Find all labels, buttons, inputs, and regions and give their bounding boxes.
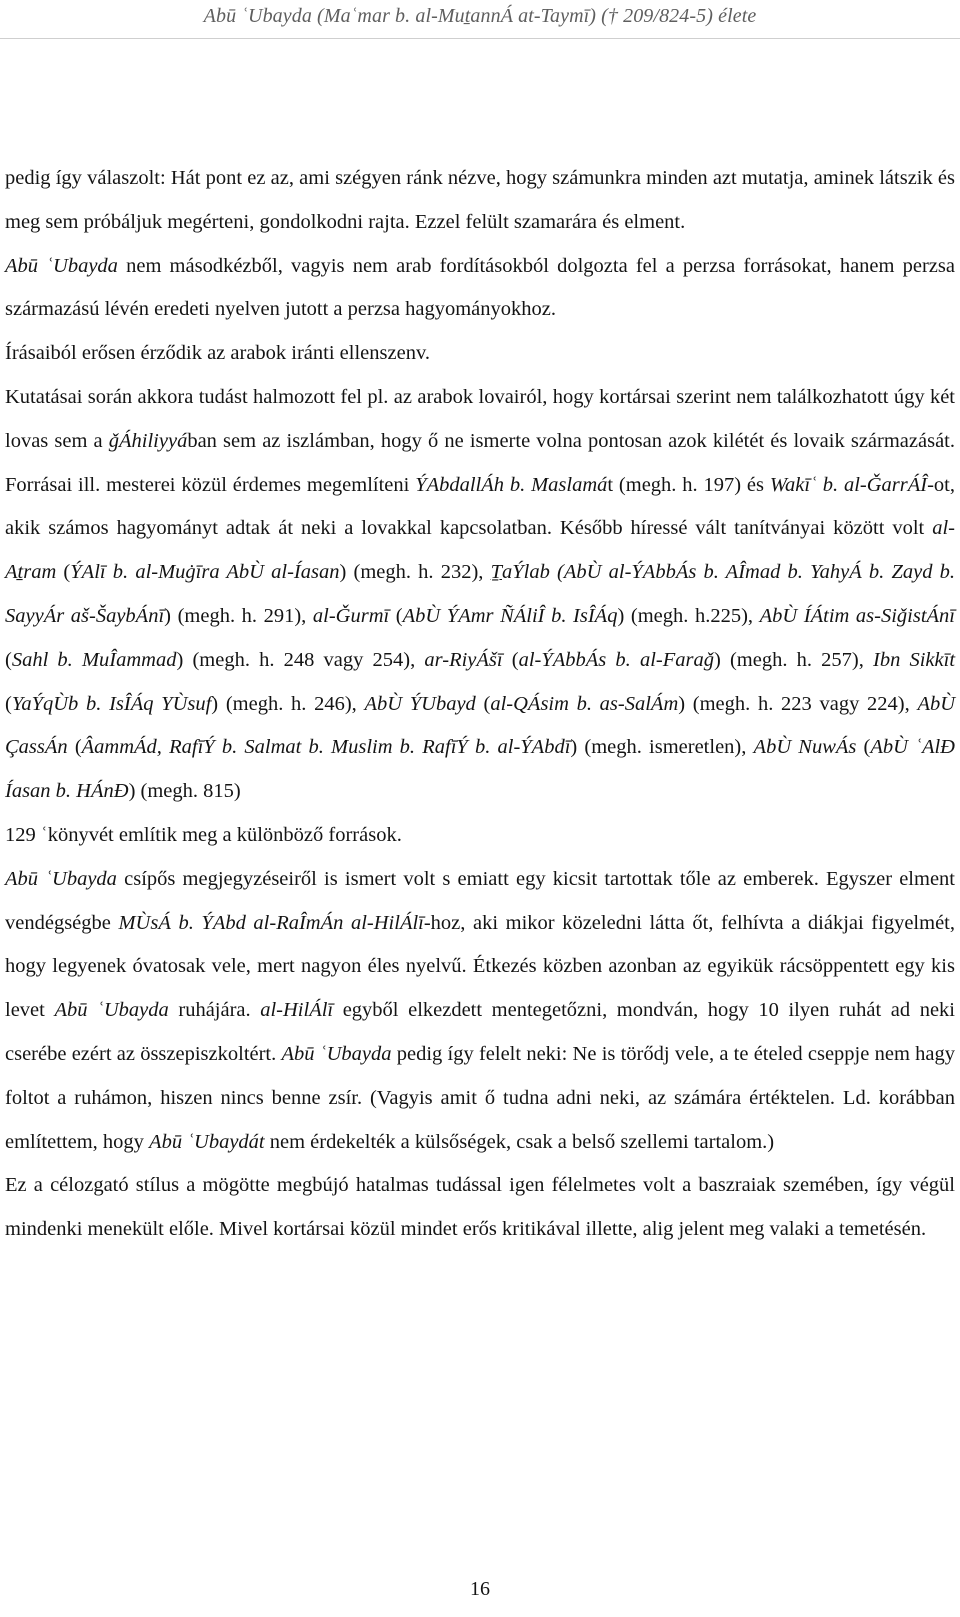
italic-run: ǧÁhiliyyá bbox=[108, 429, 188, 452]
italic-run: AbÙ ÝUbayd bbox=[364, 692, 476, 715]
text-run: ( bbox=[5, 692, 12, 715]
italic-run: MÙsÁ b. ÝAbd al-RaÎmÁn al-HilÁlī bbox=[118, 911, 424, 934]
italic-run: al-Aṯram bbox=[5, 517, 955, 584]
text-run: egyből elkezdett mentegetőzni, mondván, hogy 10 ilyen ruhát ad neki cserébe ezért az összepiszkoltért. bbox=[5, 999, 955, 1065]
text-run: ) (megh. h. 232), bbox=[339, 561, 491, 584]
italic-run: Ibn Sikkīt bbox=[873, 648, 956, 671]
text-run: ban sem az iszlámban, hogy ő ne ismerte volna pontosan azok kilétét és lovaik származását. Forrásai ill. mesterei közül érdemes megemlíteni bbox=[5, 429, 955, 496]
italic-run: al-QÁsim b. as-SalÁm bbox=[490, 692, 679, 715]
italic-run: ÂammÁd, RafīÝ b. Salmat b. Muslim b. RafīÝ b. al-ÝAbdī bbox=[81, 736, 571, 759]
italic-run: ar-RiyÁšī bbox=[424, 648, 503, 671]
italic-run: al-ÝAbbÁs b. al-Faraǧ bbox=[518, 648, 714, 671]
header-divider bbox=[0, 38, 960, 39]
italic-run: al-HilÁlī bbox=[260, 999, 334, 1022]
text-run: -hoz, aki mikor közeledni látta őt, felhívta a diákjai figyelmét, hogy legyenek óvatosak vele, mert nagyon éles nyelvű. Étkezés közben azonban az egyikük rácsöppentett egy kis levet bbox=[5, 911, 955, 1022]
text-run: pedig így válaszolt: Hát pont ez az, ami szégyen ránk nézve, hogy számunkra minden azt mutatja, aminek látszik és meg sem próbáljuk megérteni, gondolkodni rajta. Ezzel felült szamarára és elment. bbox=[5, 167, 955, 233]
text-run: ) (megh. ismeretlen), bbox=[570, 736, 754, 759]
text-run: Kutatásai során akkora tudást halmozott fel pl. az arabok lovairól, hogy kortársai szerint nem találkozhatott úgy két lovas sem a bbox=[5, 385, 955, 452]
paragraph bbox=[5, 858, 955, 1165]
italic-run: AbÙ ÇassÁn bbox=[5, 692, 956, 759]
text-run: ) (megh. h.225), bbox=[617, 604, 760, 627]
italic-run: AbÙ ÍÁtim as-SiǧistÁnī bbox=[759, 604, 955, 627]
text-run: ( bbox=[5, 648, 12, 671]
text-run: ( bbox=[389, 604, 403, 627]
text-run: 129 ʿkönyvét említik meg a különböző források. bbox=[5, 823, 402, 846]
text-run: ( bbox=[56, 561, 71, 584]
text-run: ( bbox=[856, 736, 871, 759]
italic-run: al-Ǧurmī bbox=[312, 604, 390, 627]
paragraph bbox=[5, 332, 955, 376]
text-run: ( bbox=[67, 736, 82, 759]
italic-run: ÝAlī b. al-Muġīra AbÙ al-Íasan bbox=[70, 561, 340, 584]
text-run: csípős megjegyzéseiről is ismert volt s emiatt egy kicsit tartottak tőle az emberek. Egyszer elment vendégségbe bbox=[5, 867, 955, 934]
page-number: 16 bbox=[470, 1578, 490, 1600]
text-run: -ot, akik számos hagyományt adtak át neki a lovakkal kapcsolatban. Később híressé vált tanítványai között volt bbox=[5, 473, 955, 540]
italic-run: Abū ʿUbayda bbox=[281, 1042, 392, 1065]
text-run: ) (megh. h. 223 vagy 224), bbox=[678, 692, 918, 715]
paragraph bbox=[5, 376, 955, 814]
text-run: ) (megh. h. 246), bbox=[211, 692, 365, 715]
italic-run: Ṯ bbox=[490, 561, 503, 584]
italic-run: Abū ʿUbaydát bbox=[149, 1130, 265, 1153]
paragraph bbox=[5, 1164, 955, 1252]
italic-run: Abū ʿUbayda bbox=[5, 254, 118, 277]
document-body bbox=[5, 157, 955, 1252]
text-run: ) (megh. 815) bbox=[128, 780, 241, 803]
italic-run: Wakīʿ b. al-ǦarrÁÎ bbox=[769, 473, 928, 496]
paragraph bbox=[5, 245, 955, 333]
italic-run: aÝlab (AbÙ al-ÝAbbÁs b. AÎmad b. YahyÁ b. Zayd b. SayyÁr aš-ŠaybÁnī bbox=[5, 561, 956, 627]
text-run: nem érdekelték a külsőségek, csak a belső szellemi tartalom.) bbox=[264, 1130, 775, 1153]
running-header: Abū ʿUbayda (Maʿmar b. al-MuṯannÁ at-Taymī) († 209/824-5) élete bbox=[203, 5, 757, 27]
text-run: Ez a célozgató stílus a mögötte megbújó hatalmas tudással igen félelmetes volt a baszraiak szemében, így végül mindenki menekült előle. Mivel kortársai közül mindet erős kritikával illette, alig jelent meg valaki a temetésén. bbox=[5, 1174, 955, 1241]
italic-run: Abū ʿUbayda bbox=[54, 999, 169, 1022]
text-run: Írásaiból erősen érződik az arabok iránti ellenszenv. bbox=[5, 342, 430, 365]
italic-run: ÝAbdallÁh b. Maslamá bbox=[415, 473, 608, 496]
text-run: ) (megh. h. 291), bbox=[164, 604, 313, 627]
text-run: pedig így felelt neki: Ne is törődj vele, a te ételed cseppje nem hagy foltot a ruhámon, hiszen nincs benne zsír. (Vagyis amit ő tudna adni neki, az számára értéktelen. Ld. korábban említettem, hogy bbox=[5, 1042, 955, 1153]
text-run: ( bbox=[475, 692, 491, 715]
italic-run: AbÙ NuwÁs bbox=[753, 736, 857, 759]
italic-run: Sahl b. MuÎammad bbox=[11, 648, 177, 671]
italic-run: Abū ʿUbayda bbox=[5, 867, 117, 890]
text-run: ) (megh. h. 257), bbox=[713, 648, 873, 671]
paragraph bbox=[5, 814, 955, 858]
paragraph bbox=[5, 157, 955, 245]
italic-run: AbÙ ʿAlÐ Íasan b. HÁnÐ bbox=[5, 736, 955, 803]
text-run: t (megh. h. 197) és bbox=[607, 473, 770, 496]
italic-run: YaÝqÙb b. IsÎÁq YÙsuf bbox=[11, 692, 212, 715]
text-run: ( bbox=[502, 648, 519, 671]
italic-run: AbÙ ÝAmr ÑÁliÎ b. IsÎÁq bbox=[402, 604, 618, 627]
text-run: nem másodkézből, vagyis nem arab fordításokból dolgozta fel a perzsa forrásokat, hanem perzsa származású lévén eredeti nyelven jutott a perzsa hagyományokhoz. bbox=[5, 254, 955, 321]
text-run: ) (megh. h. 248 vagy 254), bbox=[176, 648, 425, 671]
text-run: ruhájára. bbox=[168, 999, 261, 1022]
